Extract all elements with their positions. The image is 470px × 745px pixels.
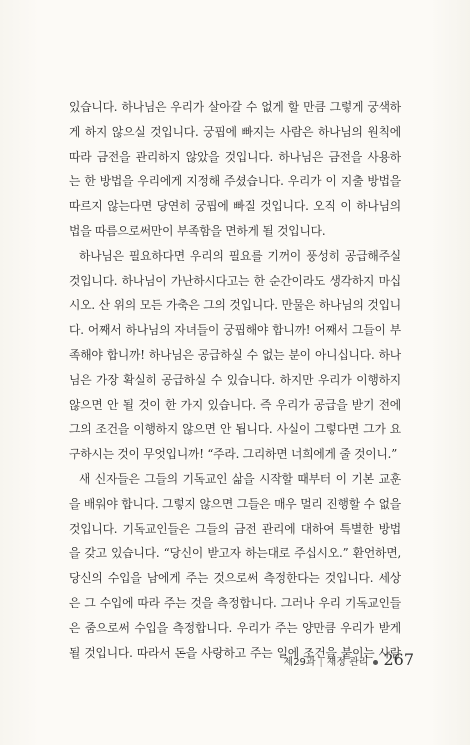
page-number: 267: [383, 650, 414, 669]
bullet-dot-icon: [373, 660, 378, 665]
text-line: 족해야 합니까! 하나님은 공급하실 수 없는 분이 아니십니다. 하나: [69, 347, 401, 362]
chapter-title: 재정 관리: [326, 657, 369, 668]
text-line: 구하시는 것이 무엇입니까! “주라. 그리하면 너희에게 줄 것이니.”: [69, 447, 398, 462]
text-line: 법을 따름으로써만이 부족함을 면하게 될 것입니다.: [69, 223, 326, 238]
text-line: 있습니다. 하나님은 우리가 살아갈 수 없게 할 만큼 그렇게 궁색하: [69, 100, 401, 114]
page-footer: [284, 650, 414, 669]
text-line: 따르지 않는다면 당연히 궁핍에 빠질 것입니다. 오직 이 하나님의: [69, 199, 401, 214]
text-line: 것입니다. 하나님이 가난하시다고는 한 순간이라도 생각하지 마십: [69, 273, 401, 288]
text-line: 은 그 수입에 따라 주는 것을 측정합니다. 그러나 우리 기독교인들: [69, 595, 401, 610]
text-line: 하나님은 필요하다면 우리의 필요를 기꺼이 풍성히 공급해주실: [79, 248, 401, 263]
text-line: 새 신자들은 그들의 기독교인 삶을 시작할 때부터 이 기본 교훈: [79, 471, 401, 486]
text-line: 님은 가장 확실히 공급하실 수 있습니다. 하지만 우리가 이행하지: [69, 372, 401, 387]
text-line: 시오. 산 위의 모든 가축은 그의 것입니다. 만물은 하나님의 것입니: [69, 298, 401, 313]
text-line: 다. 어째서 하나님의 자녀들이 궁핍해야 합니까! 어째서 그들이 부: [69, 323, 401, 338]
text-line: 은 줌으로써 수입을 측정합니다. 우리가 주는 양만큼 우리가 받게: [69, 620, 401, 635]
text-line: 는 한 방법을 우리에게 지정해 주셨습니다. 우리가 이 지출 방법을: [69, 174, 401, 189]
text-line: 당신의 수입을 남에게 주는 것으로써 측정한다는 것입니다. 세상: [69, 571, 401, 586]
text-line: 을 배워야 합니다. 그렇지 않으면 그들은 매우 멀리 진행할 수 없을: [69, 496, 401, 511]
text-line: 될 것입니다. 따라서 돈을 사랑하고 주는 일에 조건을 붙이는 사람: [69, 645, 401, 660]
footer-separator: |: [319, 658, 323, 668]
text-line: 않으면 안 될 것이 한 가지 있습니다. 즉 우리가 공급을 받기 전에: [69, 397, 401, 412]
chapter-label: 제29과: [283, 657, 316, 668]
text-line: 게 하지 않으실 것입니다. 궁핍에 빠지는 사람은 하나님의 원칙에: [69, 124, 401, 139]
text-line: 것입니다. 기독교인들은 그들의 금전 관리에 대하여 특별한 방법: [69, 521, 401, 536]
text-line: 따라 금전을 관리하지 않았을 것입니다. 하나님은 금전을 사용하: [69, 149, 401, 164]
body-text: [69, 95, 401, 665]
text-line: 그의 조건을 이행하지 않으면 안 됩니다. 사실이 그렇다면 그가 요: [69, 422, 401, 437]
text-line: 을 갖고 있습니다. “당신이 받고자 하는대로 주십시오.” 환언하면,: [69, 546, 401, 561]
